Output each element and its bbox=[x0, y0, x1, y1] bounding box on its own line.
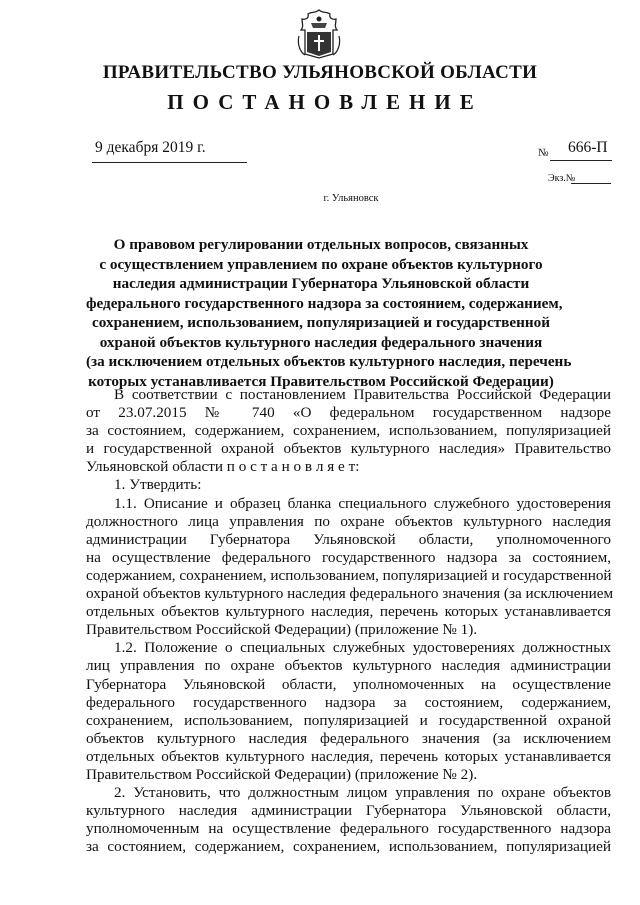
heading-line: (за исключением отдельных объектов культурного наследия, перечень bbox=[86, 353, 572, 370]
heading-line: с осуществлением управлением по охране объектов культурного bbox=[99, 255, 543, 273]
body-line: Ульяновской области п о с т а н о в л я е т: bbox=[86, 458, 360, 476]
body-line: должностного лица управления по охране объектов культурного наследия bbox=[86, 512, 611, 530]
number-prefix: № bbox=[538, 147, 549, 159]
body-line: 1. Утвердить: bbox=[114, 476, 202, 494]
body-line: 1.1. Описание и образец бланка специального служебного удостоверения bbox=[114, 494, 611, 512]
heading-line: О правовом регулировании отдельных вопросов, связанных bbox=[113, 236, 529, 253]
document-body bbox=[86, 386, 614, 856]
document-date: 9 декабря 2019 г. bbox=[95, 139, 206, 156]
city-line: г. Ульяновск bbox=[323, 193, 379, 204]
heading-line: которых устанавливается Правительством Российской Федерации) bbox=[88, 372, 554, 390]
body-line: 1.2. Положение о специальных служебных удостоверениях должностных bbox=[114, 639, 611, 657]
body-line: 2. Установить, что должностным лицом управления по охране объектов bbox=[114, 784, 611, 802]
body-line: Правительством Российской Федерации) (приложение № 2). bbox=[86, 765, 478, 783]
body-line: отдельных объектов культурного наследия, перечень которых устанавливается bbox=[86, 747, 611, 765]
body-line: уполномоченным на осуществление федерального государственного надзора bbox=[86, 820, 611, 838]
date-underline bbox=[92, 162, 247, 163]
body-line: сохранением, использованием, популяризацией и государственной охраной bbox=[86, 711, 611, 729]
body-line: на осуществление федерального государственного надзора за состоянием, bbox=[86, 548, 611, 566]
heading-line: охраной объектов культурного наследия федерального значения bbox=[99, 333, 543, 351]
body-line: Губернатора Ульяновской области, уполномоченных на осуществление bbox=[86, 675, 611, 693]
heading-line: сохранением, использованием, популяризацией и государственной bbox=[92, 314, 550, 331]
body-line: от 23.07.2015 № 740 «О федеральном государственном надзоре bbox=[86, 404, 611, 422]
body-line: за состоянием, содержанием, сохранением, использованием, популяризацией bbox=[86, 838, 611, 856]
body-line: и государственной охраной объектов культурного наследия» Правительство bbox=[86, 440, 611, 458]
number-underline bbox=[550, 160, 612, 161]
body-line: за состоянием, содержанием, сохранением, использованием, популяризацией bbox=[86, 422, 611, 440]
document-number: 666-П bbox=[568, 139, 608, 156]
body-line: охраной объектов культурного наследия федерального значения (за исключением bbox=[86, 585, 614, 603]
copy-number-underline bbox=[571, 183, 611, 184]
body-line: отдельных объектов культурного наследия, перечень которых устанавливается bbox=[86, 603, 611, 621]
body-line: администрации Губернатора Ульяновской области, уполномоченного bbox=[86, 530, 611, 548]
body-line: В соответствии с постановлением Правительства Российской Федерации bbox=[114, 386, 611, 403]
body-line: федерального государственного надзора за состоянием, содержанием, bbox=[86, 693, 611, 711]
organization-title: ПРАВИТЕЛЬСТВО УЛЬЯНОВСКОЙ ОБЛАСТИ bbox=[102, 62, 538, 83]
copy-number-label: Экз.№ bbox=[548, 173, 576, 184]
document-heading bbox=[86, 235, 572, 391]
coat-of-arms-emblem bbox=[296, 8, 342, 60]
body-line: объектов культурного наследия федерального значения (за исключением bbox=[86, 729, 611, 747]
document-type-title: ПОСТАНОВЛЕНИЕ bbox=[167, 90, 483, 114]
body-line: содержанием, сохранением, использованием, популяризацией и государственной bbox=[86, 566, 612, 584]
body-line: лиц управления по охране объектов культурного наследия администрации bbox=[86, 657, 611, 675]
body-line: Правительством Российской Федерации) (приложение № 1). bbox=[86, 621, 478, 639]
heading-line: наследия администрации Губернатора Ульяновской области bbox=[112, 275, 530, 292]
heading-line: федерального государственного надзора за состоянием, содержанием, bbox=[86, 294, 563, 312]
body-line: культурного наследия администрации Губернатора Ульяновской области, bbox=[86, 802, 611, 820]
